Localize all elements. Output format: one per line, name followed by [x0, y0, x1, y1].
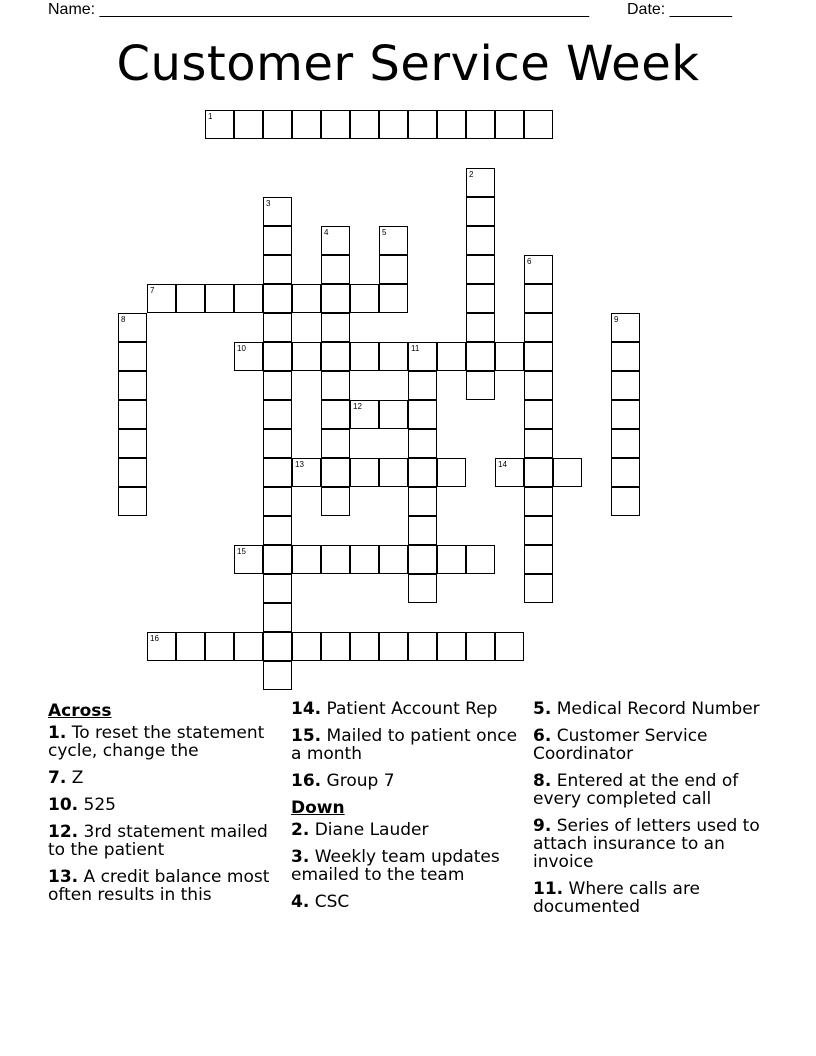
grid-cell[interactable] [234, 110, 263, 139]
grid-cell[interactable] [466, 110, 495, 139]
grid-cell[interactable] [408, 487, 437, 516]
grid-cell[interactable] [118, 400, 147, 429]
grid-cell[interactable] [379, 545, 408, 574]
grid-cell[interactable] [350, 342, 379, 371]
grid-cell[interactable] [611, 371, 640, 400]
grid-cell[interactable] [321, 284, 350, 313]
grid-cell[interactable] [524, 429, 553, 458]
grid-cell[interactable] [263, 574, 292, 603]
cell-number: 15 [237, 547, 246, 556]
clue-text: Patient Account Rep [326, 699, 498, 719]
grid-cell[interactable] [466, 284, 495, 313]
grid-cell[interactable] [147, 284, 176, 313]
cell-number: 9 [614, 315, 619, 324]
clue-text: Diane Lauder [314, 820, 429, 840]
grid-cell[interactable] [263, 632, 292, 661]
clue-down-8 [533, 772, 773, 808]
grid-cell[interactable] [292, 284, 321, 313]
grid-cell[interactable] [350, 284, 379, 313]
grid-cell[interactable] [437, 632, 466, 661]
grid-cell[interactable] [437, 342, 466, 371]
grid-cell[interactable] [495, 110, 524, 139]
grid-cell[interactable] [263, 342, 292, 371]
cell-number: 13 [295, 460, 304, 469]
grid-cell[interactable] [408, 458, 437, 487]
clue-number: 6. [533, 726, 552, 746]
grid-cell[interactable] [408, 110, 437, 139]
grid-cell[interactable] [205, 284, 234, 313]
clue-across-7 [48, 769, 284, 787]
grid-cell[interactable] [379, 110, 408, 139]
grid-cell[interactable] [524, 545, 553, 574]
grid-cell[interactable] [524, 458, 553, 487]
clue-number: 8. [533, 771, 552, 791]
grid-cell[interactable] [495, 632, 524, 661]
cell-number: 12 [353, 402, 362, 411]
grid-cell[interactable] [466, 632, 495, 661]
grid-cell[interactable] [263, 400, 292, 429]
clues-column-2 [291, 700, 527, 920]
cell-number: 10 [237, 344, 246, 353]
grid-cell[interactable] [466, 226, 495, 255]
grid-cell[interactable] [466, 255, 495, 284]
date-field-label: Date: _______ [627, 1, 732, 18]
clue-across-14 [291, 700, 527, 718]
grid-cell[interactable] [524, 487, 553, 516]
grid-cell[interactable] [611, 429, 640, 458]
clues-column-3 [533, 700, 773, 925]
grid-cell[interactable] [611, 313, 640, 342]
clue-text: Group 7 [326, 771, 395, 791]
grid-cell[interactable] [553, 458, 582, 487]
grid-cell[interactable] [466, 371, 495, 400]
grid-cell[interactable] [118, 342, 147, 371]
grid-cell[interactable] [379, 400, 408, 429]
grid-cell[interactable] [611, 458, 640, 487]
clue-across-15 [291, 727, 527, 763]
grid-cell[interactable] [524, 342, 553, 371]
cell-number: 6 [527, 257, 532, 266]
clue-number: 13. [48, 867, 79, 887]
cell-number: 3 [266, 199, 271, 208]
cell-number: 7 [150, 286, 155, 295]
clue-down-4 [291, 893, 527, 911]
down-heading: Down [291, 798, 345, 818]
clue-across-10 [48, 796, 284, 814]
clue-number: 4. [291, 892, 310, 912]
clue-text: Weekly team updates emailed to the team [291, 847, 500, 885]
grid-cell[interactable] [321, 342, 350, 371]
grid-cell[interactable] [350, 458, 379, 487]
clue-number: 16. [291, 771, 322, 791]
grid-cell[interactable] [263, 313, 292, 342]
grid-cell[interactable] [118, 458, 147, 487]
grid-cell[interactable] [321, 110, 350, 139]
clues-column-1 [48, 700, 284, 913]
grid-cell[interactable] [379, 226, 408, 255]
grid-cell[interactable] [263, 226, 292, 255]
puzzle-title: Customer Service Week [116, 36, 700, 92]
grid-cell[interactable] [263, 545, 292, 574]
grid-cell[interactable] [524, 516, 553, 545]
grid-cell[interactable] [408, 400, 437, 429]
clue-down-5 [533, 700, 773, 718]
grid-cell[interactable] [292, 342, 321, 371]
clue-text: Mailed to patient once a month [291, 726, 518, 764]
grid-cell[interactable] [466, 313, 495, 342]
clue-text: Z [71, 768, 84, 788]
grid-cell[interactable] [205, 632, 234, 661]
grid-cell[interactable] [263, 603, 292, 632]
grid-cell[interactable] [263, 661, 292, 690]
grid-cell[interactable] [234, 632, 263, 661]
clue-number: 5. [533, 699, 552, 719]
grid-cell[interactable] [437, 545, 466, 574]
clue-text: Customer Service Coordinator [533, 726, 708, 764]
grid-cell[interactable] [350, 545, 379, 574]
grid-cell[interactable] [292, 458, 321, 487]
clue-down-9 [533, 817, 773, 871]
grid-cell[interactable] [321, 400, 350, 429]
grid-cell[interactable] [292, 632, 321, 661]
grid-cell[interactable] [321, 226, 350, 255]
grid-cell[interactable] [263, 458, 292, 487]
grid-cell[interactable] [118, 429, 147, 458]
grid-cell[interactable] [263, 255, 292, 284]
grid-cell[interactable] [379, 284, 408, 313]
grid-cell[interactable] [611, 487, 640, 516]
grid-cell[interactable] [263, 284, 292, 313]
grid-cell[interactable] [263, 197, 292, 226]
grid-cell[interactable] [118, 487, 147, 516]
grid-cell[interactable] [234, 545, 263, 574]
grid-cell[interactable] [292, 545, 321, 574]
cell-number: 11 [411, 344, 420, 353]
clue-text: Where calls are documented [533, 879, 701, 917]
grid-cell[interactable] [176, 284, 205, 313]
grid-cell[interactable] [524, 255, 553, 284]
clue-text: 525 [83, 795, 116, 815]
clue-across-13 [48, 868, 284, 904]
cell-number: 1 [208, 112, 213, 121]
grid-cell[interactable] [466, 197, 495, 226]
clue-number: 11. [533, 879, 564, 899]
clues-panel [0, 700, 816, 960]
grid-cell[interactable] [611, 400, 640, 429]
cell-number: 8 [121, 315, 126, 324]
clue-across-16 [291, 772, 527, 790]
grid-cell[interactable] [321, 458, 350, 487]
clue-text: Series of letters used to attach insurance to an invoice [533, 816, 760, 872]
clue-across-1 [48, 724, 284, 760]
clue-text: Entered at the end of every completed call [533, 771, 739, 809]
grid-cell[interactable] [350, 632, 379, 661]
clue-down-2 [291, 821, 527, 839]
grid-cell[interactable] [611, 342, 640, 371]
clue-number: 9. [533, 816, 552, 836]
grid-cell[interactable] [118, 371, 147, 400]
clue-down-11 [533, 880, 773, 916]
grid-cell[interactable] [466, 545, 495, 574]
cell-number: 16 [150, 634, 159, 643]
grid-cell[interactable] [495, 342, 524, 371]
grid-cell[interactable] [205, 110, 234, 139]
grid-cell[interactable] [379, 342, 408, 371]
grid-cell[interactable] [466, 168, 495, 197]
grid-cell[interactable] [118, 313, 147, 342]
grid-cell[interactable] [350, 400, 379, 429]
grid-cell[interactable] [466, 342, 495, 371]
grid-cell[interactable] [147, 632, 176, 661]
clue-number: 15. [291, 726, 322, 746]
clue-number: 10. [48, 795, 79, 815]
grid-cell[interactable] [379, 458, 408, 487]
grid-cell[interactable] [321, 487, 350, 516]
grid-cell[interactable] [263, 110, 292, 139]
clue-text: 3rd statement mailed to the patient [48, 822, 268, 860]
grid-cell[interactable] [408, 516, 437, 545]
grid-cell[interactable] [524, 313, 553, 342]
grid-cell[interactable] [176, 632, 205, 661]
grid-cell[interactable] [408, 632, 437, 661]
name-field-label: Name: _______________________________________________________ [48, 1, 589, 18]
grid-cell[interactable] [321, 371, 350, 400]
grid-cell[interactable] [321, 313, 350, 342]
grid-cell[interactable] [292, 110, 321, 139]
clue-down-3 [291, 848, 527, 884]
clue-text: Medical Record Number [556, 699, 760, 719]
grid-cell[interactable] [524, 574, 553, 603]
grid-cell[interactable] [234, 342, 263, 371]
clue-text: A credit balance most often results in this [48, 867, 270, 905]
grid-cell[interactable] [524, 284, 553, 313]
across-heading: Across [48, 701, 112, 721]
cell-number: 14 [498, 460, 507, 469]
clue-number: 3. [291, 847, 310, 867]
grid-cell[interactable] [437, 458, 466, 487]
grid-cell[interactable] [437, 110, 466, 139]
grid-cell[interactable] [263, 371, 292, 400]
grid-cell[interactable] [524, 400, 553, 429]
cell-number: 5 [382, 228, 387, 237]
grid-cell[interactable] [263, 487, 292, 516]
grid-cell[interactable] [408, 574, 437, 603]
grid-cell[interactable] [524, 371, 553, 400]
cell-number: 4 [324, 228, 329, 237]
clue-across-12 [48, 823, 284, 859]
grid-cell[interactable] [495, 458, 524, 487]
clue-text: CSC [314, 892, 350, 912]
grid-cell[interactable] [321, 255, 350, 284]
clue-number: 7. [48, 768, 67, 788]
clue-number: 14. [291, 699, 322, 719]
grid-cell[interactable] [379, 255, 408, 284]
grid-cell[interactable] [524, 110, 553, 139]
clue-text: To reset the statement cycle, change the [48, 723, 265, 761]
grid-cell[interactable] [321, 429, 350, 458]
clue-down-6 [533, 727, 773, 763]
clue-number: 1. [48, 723, 67, 743]
grid-cell[interactable] [408, 429, 437, 458]
grid-cell[interactable] [379, 632, 408, 661]
grid-cell[interactable] [408, 371, 437, 400]
grid-cell[interactable] [263, 516, 292, 545]
grid-cell[interactable] [321, 545, 350, 574]
grid-cell[interactable] [263, 429, 292, 458]
clue-number: 12. [48, 822, 79, 842]
grid-cell[interactable] [408, 545, 437, 574]
clue-number: 2. [291, 820, 310, 840]
grid-cell[interactable] [408, 342, 437, 371]
grid-cell[interactable] [321, 632, 350, 661]
grid-cell[interactable] [234, 284, 263, 313]
grid-cell[interactable] [350, 110, 379, 139]
cell-number: 2 [469, 170, 474, 179]
